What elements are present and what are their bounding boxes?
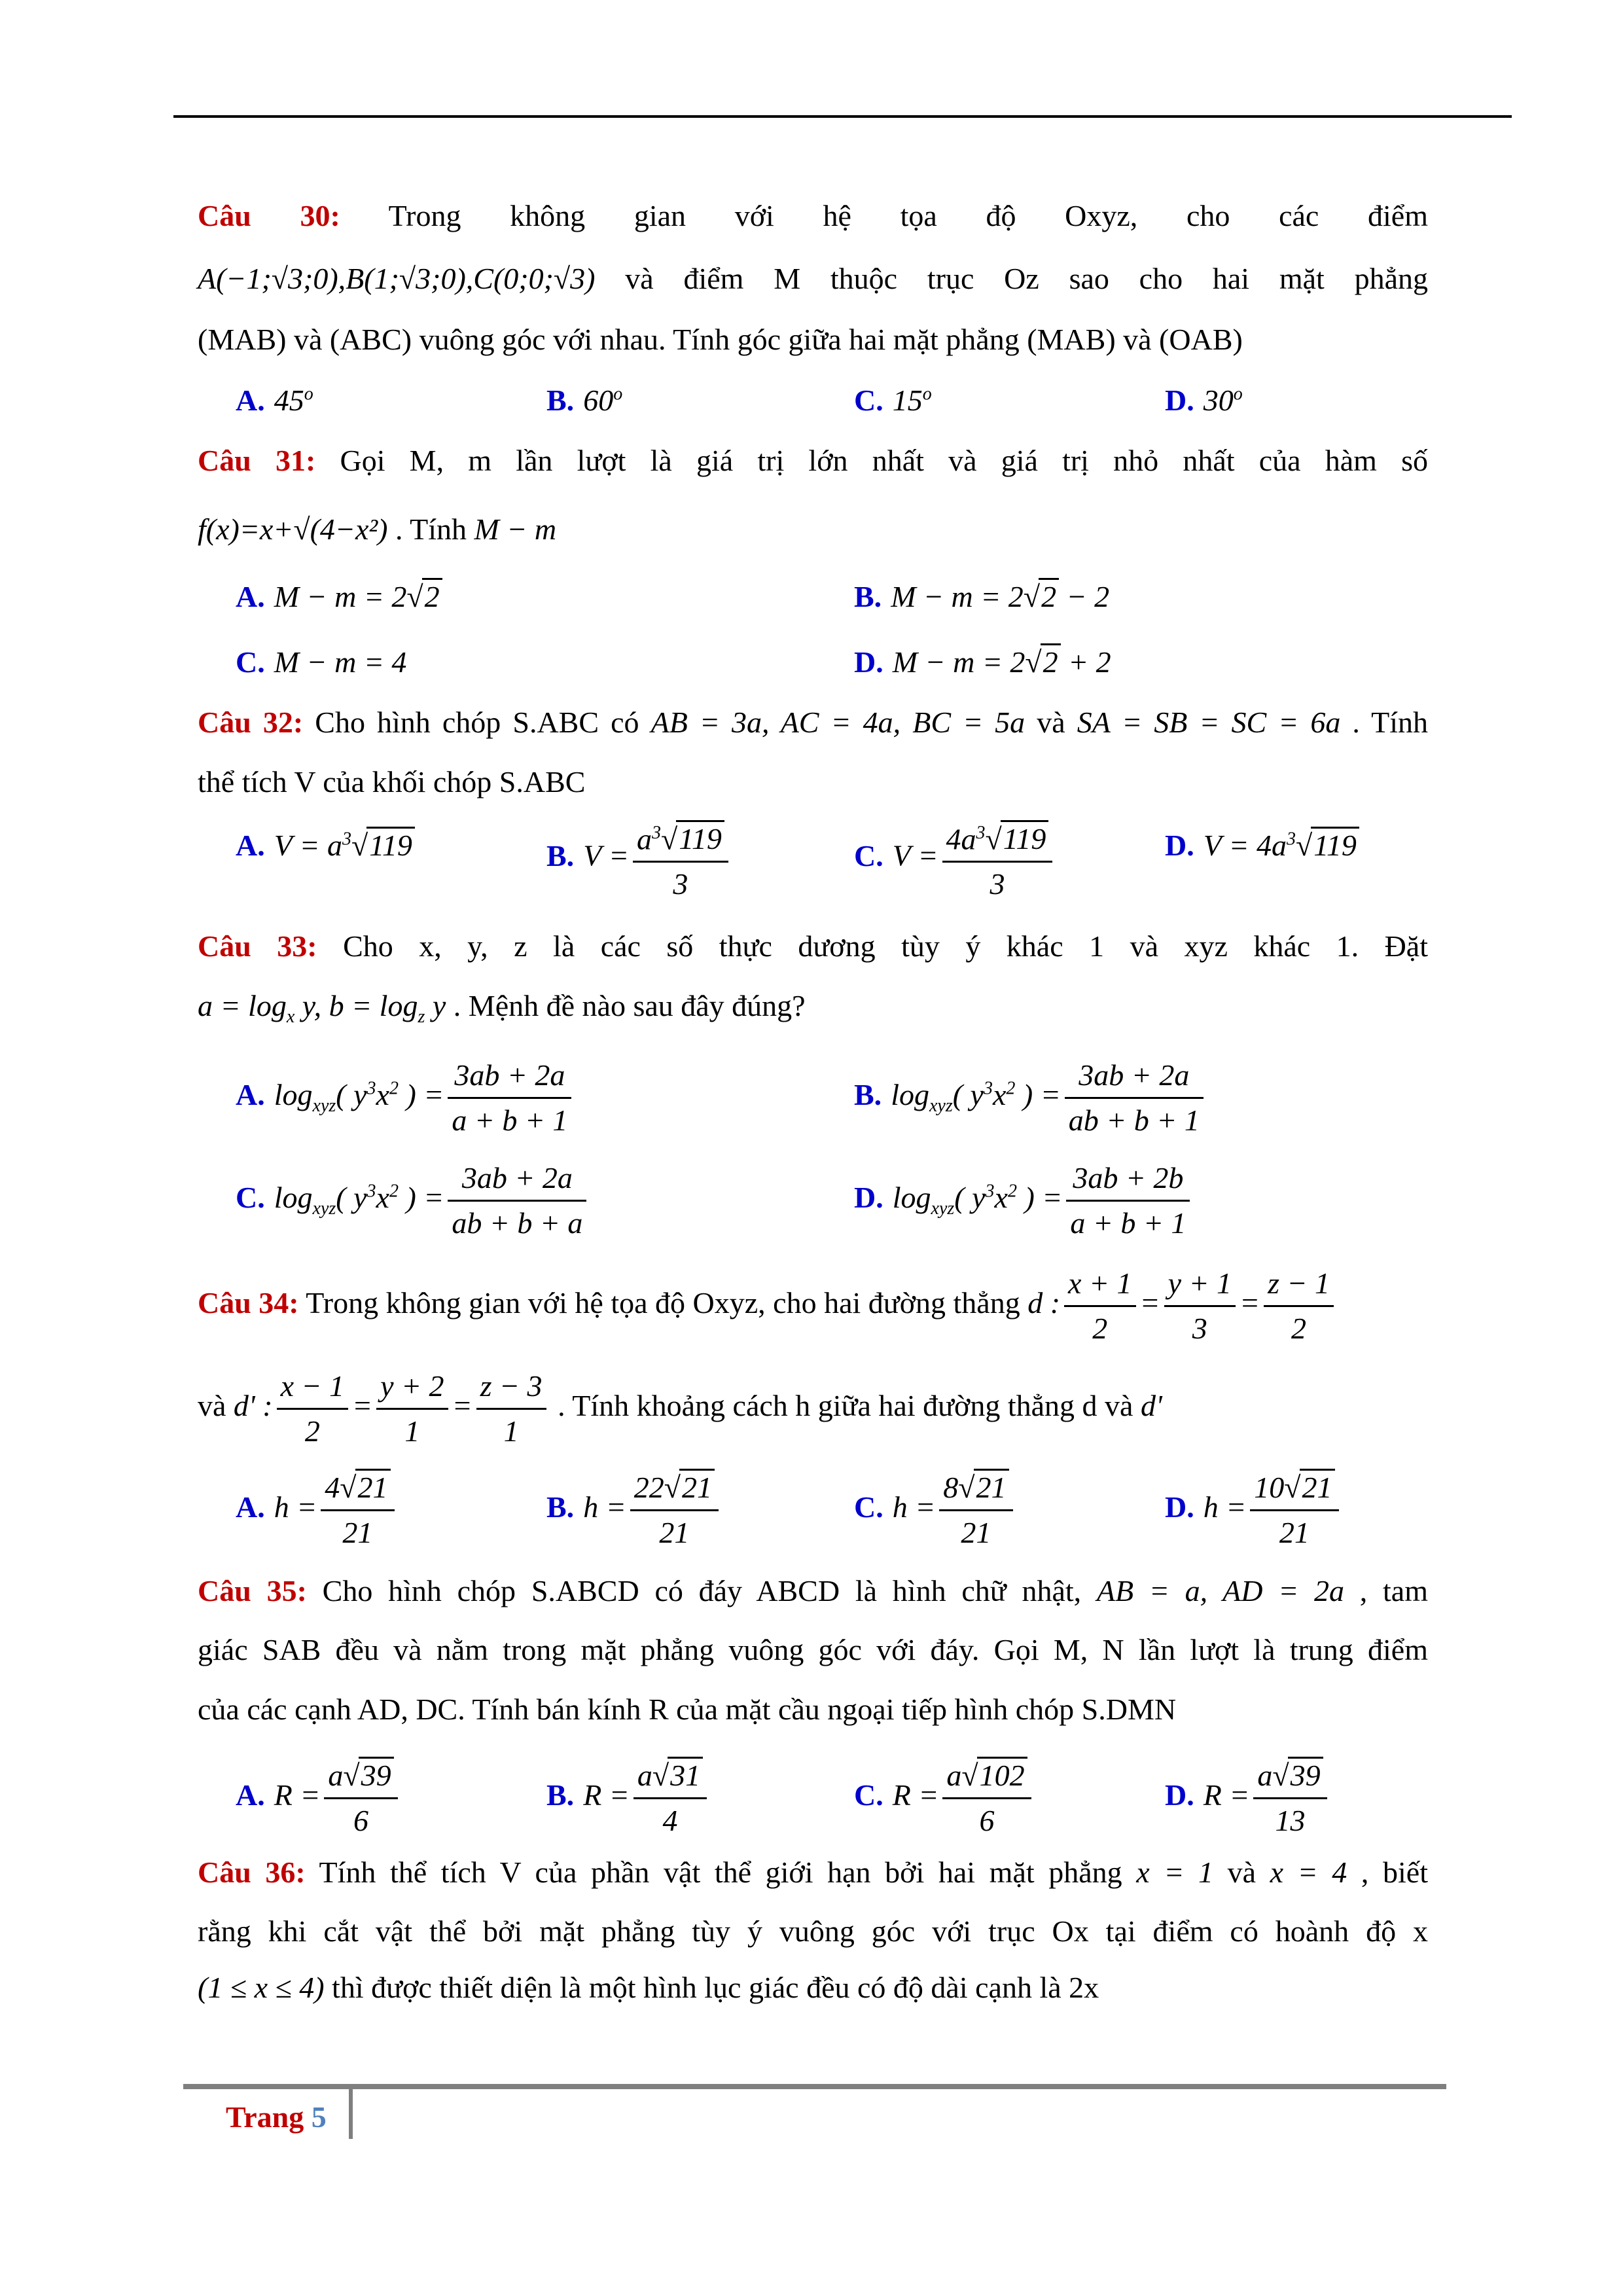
q34-line2: và d' : $\frac{x - 1}{2}$ = $\frac{y + 2}{1}$ = $\frac{z - 3}{1}$ . Tính khoảng cách h giữa hai đường thẳng d và d' xyxy=(198,1365,1428,1453)
q32-option-d[interactable]: D. $V = 4a^3√119$ xyxy=(1165,828,1359,863)
q36-head: Câu 36: xyxy=(198,1856,306,1889)
q34-head: Câu 34: xyxy=(198,1286,299,1320)
q31-line1 xyxy=(198,431,1428,491)
q31-line2: f(x)=x+√(4−x²) . Tính M − m xyxy=(198,512,557,546)
q33-line2: $a = \log_x y$, $b = \log_z y$ . Mệnh đề nào sau đây đúng? xyxy=(198,989,806,1028)
q30-line1 xyxy=(198,186,1428,246)
q31-option-a[interactable]: A. M − m = 2√2 xyxy=(236,579,442,614)
page-number: 5 xyxy=(311,2100,327,2134)
q34-option-b[interactable]: B. h = $\frac{22√21}{21}$ xyxy=(546,1466,722,1554)
q31-function: f(x)=x+√(4−x²) xyxy=(198,512,388,546)
q33-line1: Câu 33: Cho x, y, z là các số thực dương tùy ý khác 1 và xyz khác 1. Đặt xyxy=(198,929,1429,963)
q34-option-d[interactable]: D. h = $\frac{10√21}{21}$ xyxy=(1165,1466,1343,1554)
q31-option-c[interactable]: C. M − m = 4 xyxy=(236,645,407,679)
q30-head: Câu 30: xyxy=(198,199,340,232)
q35-line3: của các cạnh AD, DC. Tính bán kính R của mặt cầu ngoại tiếp hình chóp S.DMN xyxy=(198,1693,1177,1726)
q31-option-d[interactable]: D. M − m = 2√2 + 2 xyxy=(854,645,1111,679)
q30-option-a[interactable]: A. 45$^o$ xyxy=(236,384,313,417)
q33-option-d[interactable]: D. $\log_{xyz}$( $y^3x^2$ ) = $\frac{3ab + 2b}{a + b + 1}$ xyxy=(854,1157,1194,1245)
q30-text2: và điểm M thuộc trục Oz sao cho hai mặt phẳng xyxy=(625,262,1428,295)
q31-text1: Gọi M, m lần lượt là giá trị lớn nhất và giá trị nhỏ nhất của hàm số xyxy=(340,444,1428,477)
q32-option-c[interactable]: C. V = $\frac{4a^3√119}{3}$ xyxy=(854,812,1056,906)
q32-line2: thể tích V của khối chóp S.ABC xyxy=(198,765,586,798)
q30-text1: Trong không gian với hệ tọa độ Oxyz, cho các điểm xyxy=(388,199,1429,232)
q35-option-b[interactable]: B. R = $\frac{a√31}{4}$ xyxy=(546,1754,711,1842)
q34-option-a[interactable]: A. h = $\frac{4√21}{21}$ xyxy=(236,1466,399,1554)
q30-points: A(−1;√3;0),B(1;√3;0),C(0;0;√3) xyxy=(198,262,596,295)
q33-option-a[interactable]: A. $\log_{xyz}$( $y^3x^2$ ) = $\frac{3ab + 2a}{a + b + 1}$ xyxy=(236,1054,575,1142)
footer-label: Trang xyxy=(226,2100,304,2134)
q34-option-c[interactable]: C. h = $\frac{8√21}{21}$ xyxy=(854,1466,1017,1554)
q33-option-c[interactable]: C. $\log_{xyz}$( $y^3x^2$ ) = $\frac{3ab + 2a}{ab + b + a}$ xyxy=(236,1157,590,1245)
footer-rule xyxy=(183,2084,1446,2089)
q31-head: Câu 31: xyxy=(198,444,316,477)
q33-option-b[interactable]: B. $\log_{xyz}$( $y^3x^2$ ) = $\frac{3ab + 2a}{ab + b + 1}$ xyxy=(854,1054,1207,1142)
q36-line1: Câu 36: Tính thể tích V của phần vật thể giới hạn bởi hai mặt phẳng x = 1 và x = 4 , biết xyxy=(198,1856,1429,1889)
q36-line3: (1 ≤ x ≤ 4) thì được thiết diện là một hình lục giác đều có độ dài cạnh là 2x xyxy=(198,1971,1099,2004)
q30-line3: (MAB) và (ABC) vuông góc với nhau. Tính góc giữa hai mặt phẳng (MAB) và (OAB) xyxy=(198,323,1243,356)
q32-line1: Câu 32: Cho hình chóp S.ABC có AB = 3a, AC = 4a, BC = 5a và SA = SB = SC = 6a . Tính xyxy=(198,706,1429,739)
q30-option-b[interactable]: B. 60$^o$ xyxy=(546,384,623,417)
q35-head: Câu 35: xyxy=(198,1574,307,1607)
q31-option-b[interactable]: B. M − m = 2√2 − 2 xyxy=(854,579,1109,614)
q35-line2: giác SAB đều và nằm trong mặt phẳng vuông góc với đáy. Gọi M, N lần lượt là trung điểm xyxy=(198,1633,1428,1666)
q35-option-c[interactable]: C. R = $\frac{a√102}{6}$ xyxy=(854,1754,1035,1842)
q33-head: Câu 33: xyxy=(198,929,317,963)
q35-line1: Câu 35: Cho hình chóp S.ABCD có đáy ABCD là hình chữ nhật, AB = a, AD = 2a , tam xyxy=(198,1574,1429,1607)
q30-option-d[interactable]: D. 30$^o$ xyxy=(1165,384,1243,417)
q35-option-d[interactable]: D. R = $\frac{a√39}{13}$ xyxy=(1165,1754,1331,1842)
q30-option-c[interactable]: C. 15$^o$ xyxy=(854,384,932,417)
header-rule xyxy=(173,115,1512,118)
q32-option-b[interactable]: B. V = $\frac{a^3√119}{3}$ xyxy=(546,812,732,906)
q30-line2 xyxy=(198,249,1428,309)
q32-head: Câu 32: xyxy=(198,706,304,739)
q34-line1: Câu 34: Trong không gian với hệ tọa độ Oxyz, cho hai đường thẳng d : $\frac{x + 1}{2}$ = $\frac{y + 1}{3}$ = $\frac{z - 1}{2}$ xyxy=(198,1262,1428,1350)
q36-line2: rằng khi cắt vật thể bởi mặt phẳng tùy ý vuông góc với trục Ox tại điểm có hoành độ x xyxy=(198,1914,1428,1948)
footer-divider xyxy=(349,2087,353,2139)
q35-option-a[interactable]: A. R = $\frac{a√39}{6}$ xyxy=(236,1754,402,1842)
page-footer xyxy=(226,2100,327,2134)
q32-option-a[interactable]: A. $V = a^3√119$ xyxy=(236,828,415,863)
